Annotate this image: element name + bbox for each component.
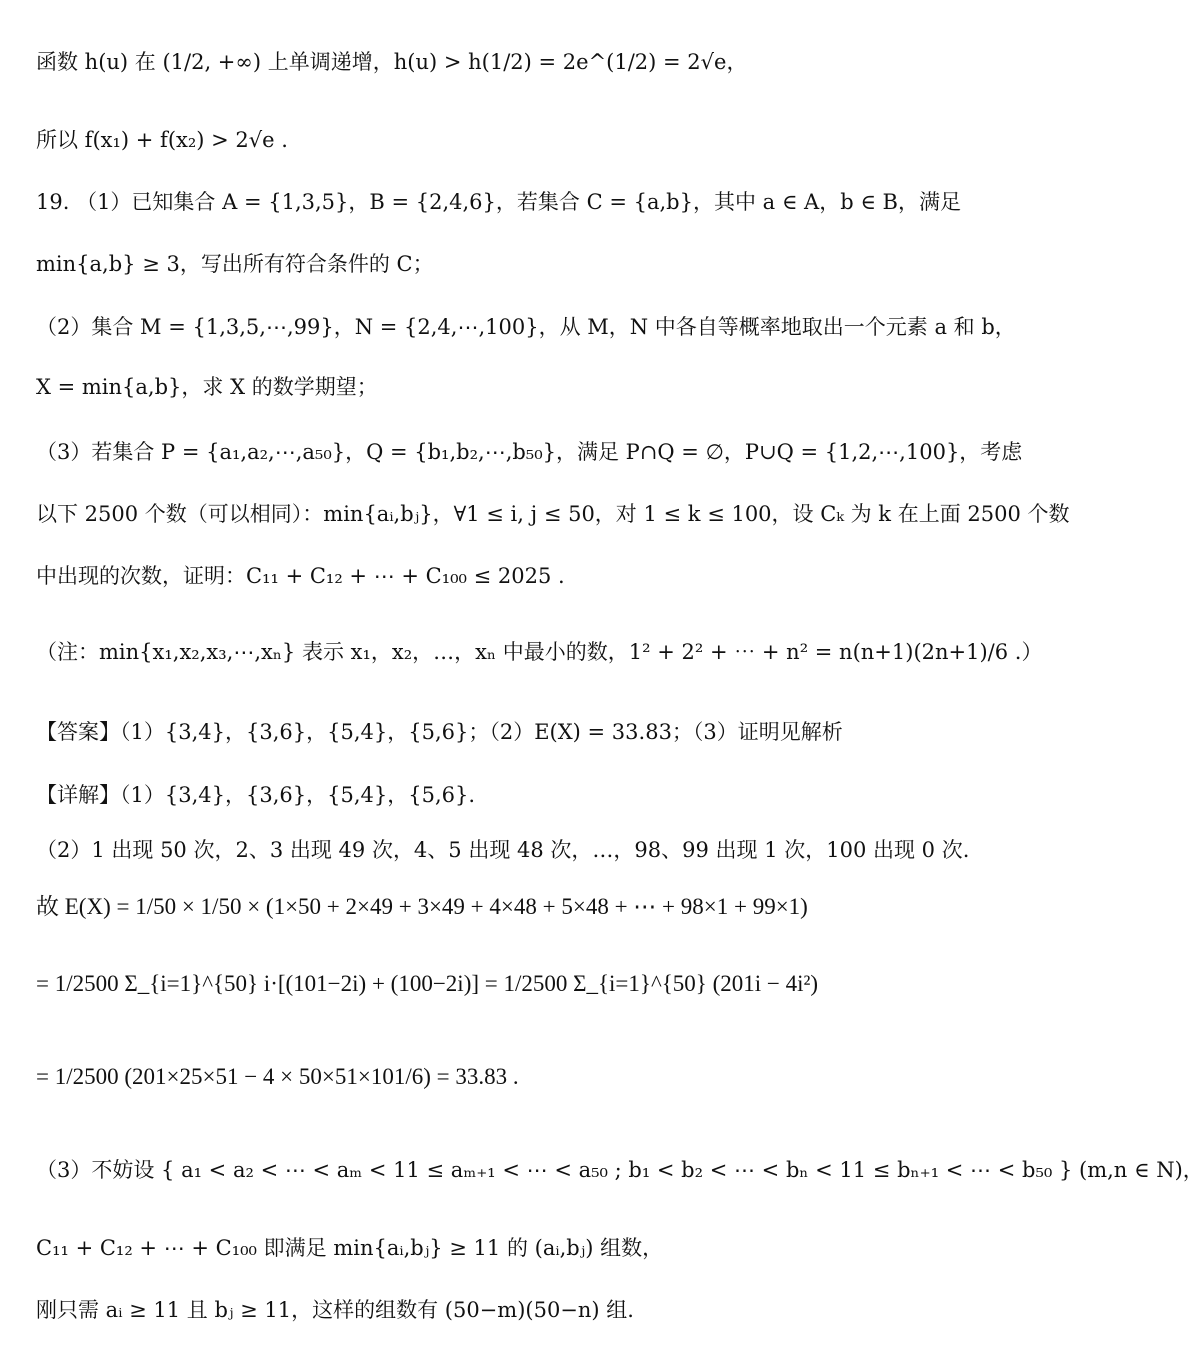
answer-line: 【答案】（1）{3,4}，{3,6}，{5,4}，{5,6}；（2）E(X) = 33.83；（3）证明见解析 [36, 720, 843, 744]
detail-part3-assumption: （3）不妨设 { a₁ < a₂ < ⋯ < aₘ < 11 ≤ aₘ₊₁ < ⋯ < a₅₀ ; b₁ < b₂ < ⋯ < bₙ < 11 ≤ bₙ₊₁ < ⋯ < b₅₀ } (m,n ∈ N)， [36, 1158, 1204, 1182]
note-line: （注：min{x₁,x₂,x₃,⋯,xₙ} 表示 x₁，x₂，…，xₙ 中最小的数，1² + 2² + ⋯ + n² = n(n+1)(2n+1)/6 .） [36, 640, 1043, 664]
question-19-part2-line2: X = min{a,b}，求 X 的数学期望； [36, 375, 378, 399]
detail-line-1: 【详解】（1）{3,4}，{3,6}，{5,4}，{5,6}. [36, 783, 476, 807]
detail-line-2: （2）1 出现 50 次，2、3 出现 49 次，4、5 出现 48 次，…，98、99 出现 1 次，100 出现 0 次. [36, 838, 970, 862]
question-19-part1-line1: 19. （1）已知集合 A = {1,3,5}，B = {2,4,6}，若集合 C = {a,b}，其中 a ∈ A，b ∈ B，满足 [36, 190, 961, 214]
detail-part3-line2: C₁₁ + C₁₂ + ⋯ + C₁₀₀ 即满足 min{aᵢ,bⱼ} ≥ 11 的 (aᵢ,bⱼ) 组数， [36, 1236, 664, 1260]
text-line-monotonic: 函数 h(u) 在 (1/2, +∞) 上单调递增，h(u) > h(1/2) = 2e^(1/2) = 2√e， [36, 50, 748, 74]
expectation-formula-2: = 1/2500 Σ_{i=1}^{50} i·[(101−2i) + (100−2i)] = 1/2500 Σ_{i=1}^{50} (201i − 4i²) [36, 971, 819, 996]
question-19-part3-line2: 以下 2500 个数（可以相同）：min{aᵢ,bⱼ}，∀1 ≤ i, j ≤ 50，对 1 ≤ k ≤ 100，设 Cₖ 为 k 在上面 2500 个数 [36, 502, 1070, 526]
question-19-part3-line1: （3）若集合 P = {a₁,a₂,⋯,a₅₀}，Q = {b₁,b₂,⋯,b₅₀}，满足 P∩Q = ∅，P∪Q = {1,2,⋯,100}，考虑 [36, 440, 1023, 464]
question-19-part3-line3: 中出现的次数，证明：C₁₁ + C₁₂ + ⋯ + C₁₀₀ ≤ 2025 . [36, 564, 565, 588]
text-line-conclusion: 所以 f(x₁) + f(x₂) > 2√e . [36, 128, 288, 152]
question-19-part2-line1: （2）集合 M = {1,3,5,⋯,99}，N = {2,4,⋯,100}，从 M，N 中各自等概率地取出一个元素 a 和 b， [36, 315, 1016, 339]
question-19-part1-line2: min{a,b} ≥ 3，写出所有符合条件的 C； [36, 252, 434, 276]
expectation-formula-1: 故 E(X) = 1/50 × 1/50 × (1×50 + 2×49 + 3×49 + 4×48 + 5×48 + ⋯ + 98×1 + 99×1) [36, 894, 808, 919]
expectation-formula-3: = 1/2500 (201×25×51 − 4 × 50×51×101/6) = 33.83 . [36, 1064, 519, 1089]
detail-part3-line3: 刚只需 aᵢ ≥ 11 且 bⱼ ≥ 11，这样的组数有 (50−m)(50−n) 组. [36, 1298, 634, 1322]
